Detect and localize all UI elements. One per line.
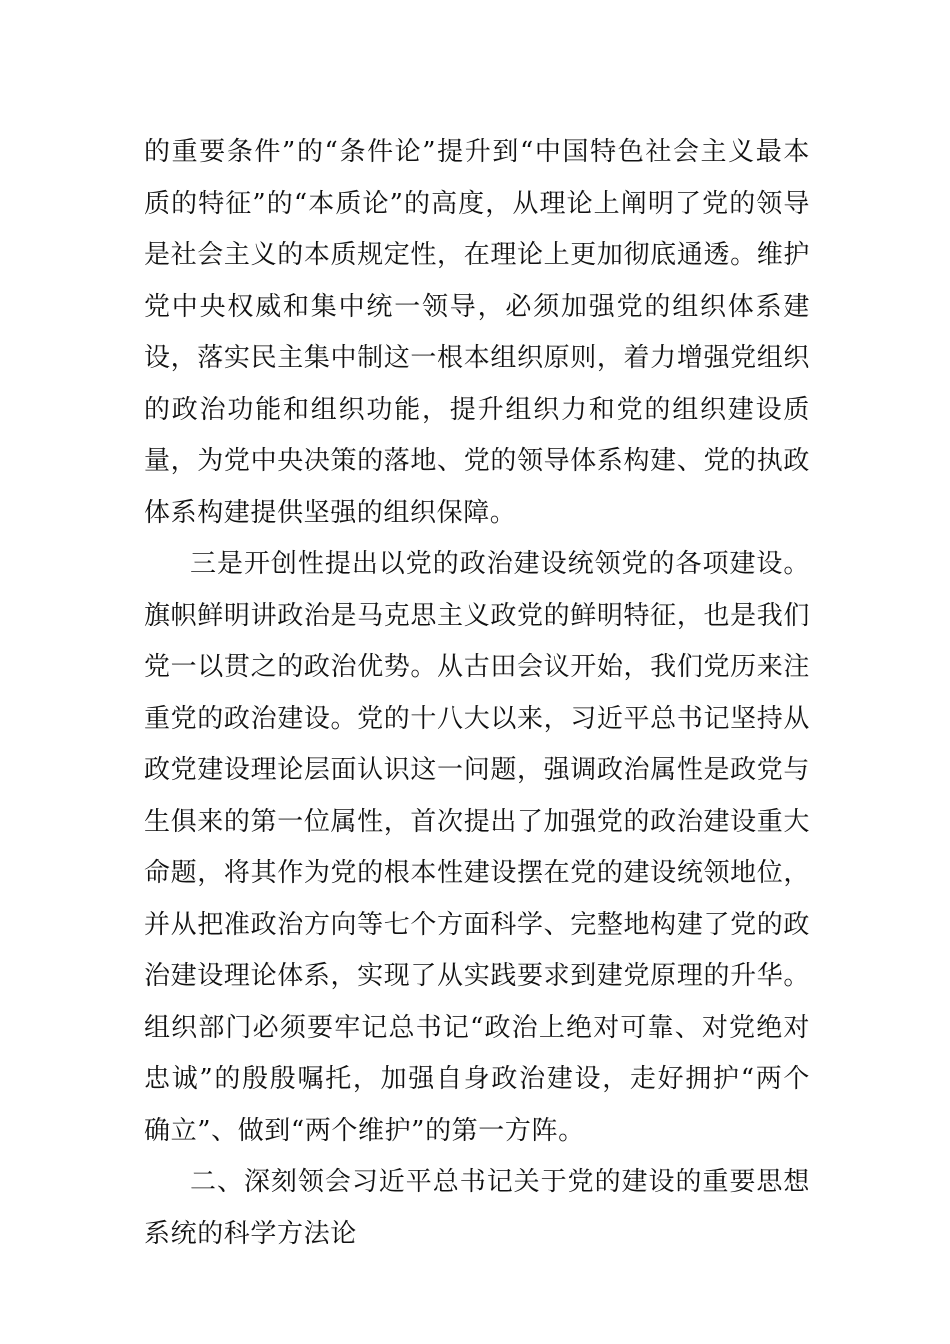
body-paragraph-2: 三是开创性提出以党的政治建设统领党的各项建设。旗帜鲜明讲政治是马克思主义政党的鲜明特征，也是我们党一以贯之的政治优势。从古田会议开始，我们党历来注重党的政治建设。党的十八大以来，习近平总书记坚持从政党建设理论层面认识这一问题，强调政治属性是政党与生俱来的第一位属性，首次提出了加强党的政治建设重大命题，将其作为党的根本性建设摆在党的建设统领地位，并从把准政治方向等七个方面科学、完整地构建了党的政治建设理论体系，实现了从实践要求到建党原理的升华。组织部门必须要牢记总书记“政治上绝对可靠、对党绝对忠诚”的殷殷嘱托，加强自身政治建设，走好拥护“两个确立”、做到“两个维护”的第一方阵。	[144, 549, 810, 1146]
document-page	[144, 127, 810, 1260]
body-paragraph-1: 的重要条件”的“条件论”提升到“中国特色社会主义最本质的特征”的“本质论”的高度，从理论上阐明了党的领导是社会主义的本质规定性，在理论上更加彻底通透。维护党中央权威和集中统一领导，必须加强党的组织体系建设，落实民主集中制这一根本组织原则，着力增强党组织的政治功能和组织功能，提升组织力和党的组织建设质量，为党中央决策的落地、党的领导体系构建、党的执政体系构建提供坚强的组织保障。	[144, 137, 810, 528]
section-heading: 二、深刻领会习近平总书记关于党的建设的重要思想系统的科学方法论	[144, 1167, 810, 1249]
